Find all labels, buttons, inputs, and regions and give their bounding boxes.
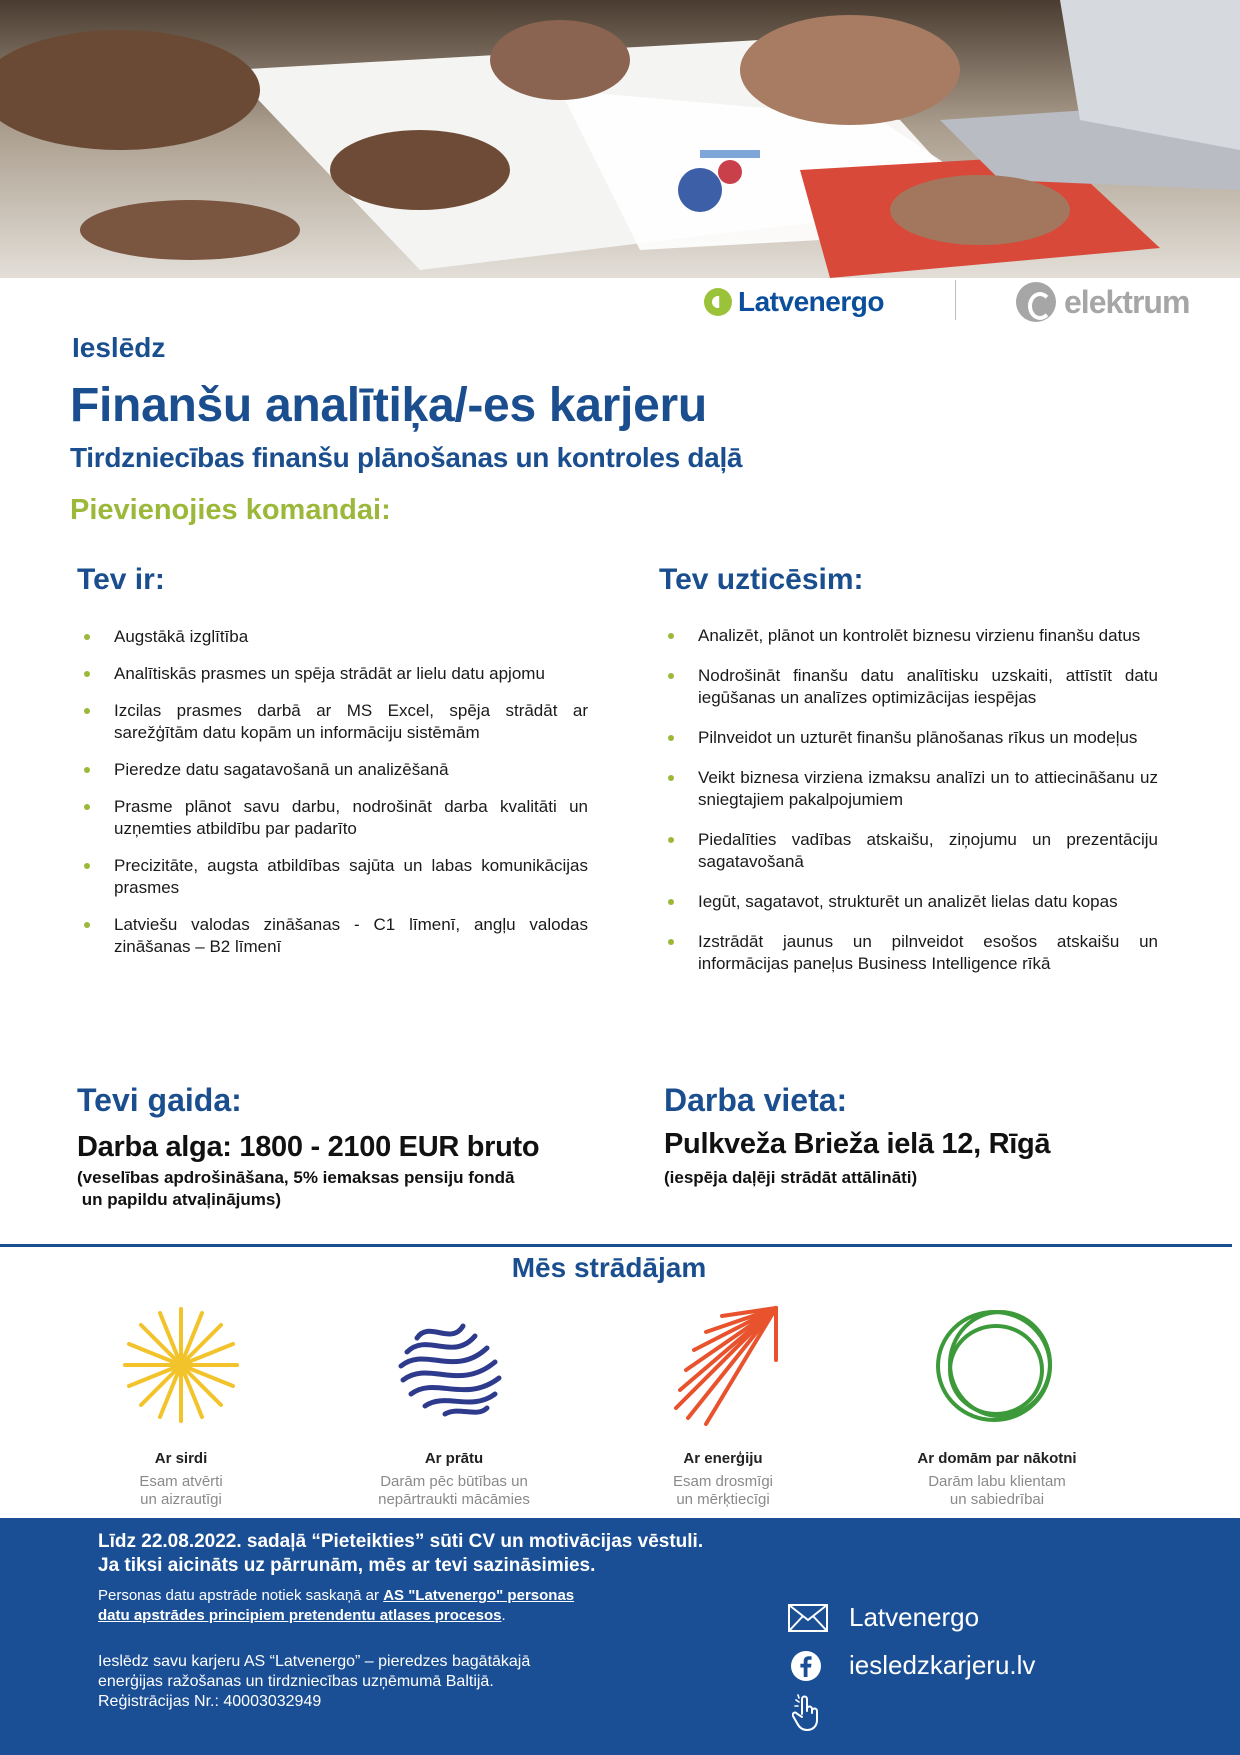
privacy-suffix: .: [501, 1607, 506, 1624]
elektrum-mark-icon: [1016, 282, 1056, 322]
privacy-policy-link[interactable]: AS "Latvenergo" personas: [383, 1587, 575, 1604]
facebook-link[interactable]: Latvenergo: [849, 1602, 980, 1632]
list-item: Latviešu valodas zināšanas - C1 līmenī, angļu valodas zināšanas – B2 līmenī: [76, 914, 588, 958]
footer: [0, 1518, 1240, 1755]
list-item: Piedalīties vadības atskaišu, ziņojumu un prezentāciju sagatavošanā: [660, 829, 1158, 873]
values-heading: Mēs strādājam: [511, 1252, 707, 1283]
list-item: Izstrādāt jaunus un pilnveidot esošos atskaišu un informācijas paneļus Business Intelligence rīkā: [660, 931, 1158, 975]
salary: Darba alga: 1800 - 2100 EUR bruto: [77, 1131, 540, 1163]
list-item: Pieredze datu sagatavošanā un analizēšanā: [76, 759, 588, 781]
about-line-1: Ieslēdz savu karjeru AS “Latvenergo” – pieredzes bagātākajā: [98, 1653, 531, 1670]
energy-burst-icon: [658, 1300, 788, 1430]
list-item: Augstākā izglītība: [76, 626, 588, 648]
requirements-list: [76, 626, 588, 958]
offer-note-line-1: (veselības apdrošināšana, 5% iemaksas pensiju fondā: [77, 1168, 515, 1187]
value-line: un mērķtiecīgi: [676, 1491, 770, 1508]
list-item: Iegūt, sagatavot, strukturēt un analizēt lielas datu kopas: [660, 891, 1158, 913]
work-address: Pulkveža Brieža ielā 12, Rīgā: [664, 1128, 1051, 1160]
page-subtitle: Tirdzniecības finanšu plānošanas un kontroles daļā: [70, 442, 743, 473]
waves-icon: [389, 1300, 519, 1430]
value-line: un sabiedrībai: [949, 1491, 1045, 1508]
value-heart: [61, 1300, 301, 1509]
list-item: Veikt biznesa virziena izmaksu analīzi un to attiecināšanu uz sniegtajiem pakalpojumiem: [660, 767, 1158, 811]
location-heading: Darba vieta:: [664, 1082, 848, 1118]
join-heading: Pievienojies komandai:: [70, 494, 391, 526]
value-line: un aizrautīgi: [140, 1491, 222, 1508]
value-future: [877, 1300, 1117, 1509]
responsibilities-heading: Tev uzticēsim:: [659, 563, 864, 596]
value-mind: [334, 1300, 574, 1509]
offer-heading: Tevi gaida:: [77, 1082, 242, 1118]
latvenergo-logo: [704, 282, 884, 322]
value-energy: [603, 1300, 843, 1509]
eyebrow: Ieslēdz: [72, 332, 166, 363]
location-note: (iespēja daļēji strādāt attālināti): [664, 1168, 918, 1187]
list-item: Izcilas prasmes darbā ar MS Excel, spēja strādāt ar sarežģītām datu kopām un informāciju sistēmām: [76, 700, 588, 744]
privacy-text: Personas datu apstrāde notiek saskaņā ar: [98, 1587, 384, 1604]
logo-bar: [0, 278, 1240, 326]
offer-note-line-2: un papildu atvaļinājums): [77, 1190, 282, 1209]
elektrum-wordmark: elektrum: [1064, 283, 1190, 320]
apply-line-2: Ja tiksi aicināts uz pārrunām, mēs ar tevi sazināsimies.: [98, 1555, 596, 1576]
value-title: Ar domām par nākotni: [917, 1450, 1077, 1467]
website-link[interactable]: iesledzkarjeru.lv: [849, 1650, 1036, 1680]
value-line: Darām pēc būtības un: [380, 1473, 528, 1490]
privacy-policy-link-cont[interactable]: datu apstrādes principiem pretendentu atlases procesos: [98, 1607, 502, 1624]
latvenergo-wordmark: Latvenergo: [738, 286, 884, 317]
responsibilities-list: [660, 625, 1158, 975]
elektrum-logo: [1016, 282, 1189, 322]
about-line-2: enerģijas ražošanas un tirdzniecības uzņēmumā Baltijā.: [98, 1673, 494, 1690]
list-item: Nodrošināt finanšu datu analītisku uzskaiti, attīstīt datu iegūšanas un analīzes optimizācijas iespējas: [660, 665, 1158, 709]
sun-rays-icon: [116, 1300, 246, 1430]
mail-icon[interactable]: [788, 1604, 828, 1632]
value-line: Esam atvērti: [139, 1473, 223, 1490]
section-divider: [0, 1244, 1232, 1247]
value-title: Ar enerģiju: [683, 1450, 763, 1467]
list-item: Pilnveidot un uzturēt finanšu plānošanas rīkus un modeļus: [660, 727, 1158, 749]
logo-divider: [955, 280, 956, 320]
page-title: Finanšu analītiķa/-es karjeru: [70, 379, 707, 432]
list-item: Analītiskās prasmes un spēja strādāt ar lielu datu apjomu: [76, 663, 588, 685]
latvenergo-mark-icon: [704, 288, 732, 316]
apply-line-1: Līdz 22.08.2022. sadaļā “Pieteikties” sūti CV un motivācijas vēstuli.: [98, 1531, 704, 1552]
list-item: Prasme plānot savu darbu, nodrošināt darba kvalitāti un uzņemties atbildību par padarīto: [76, 796, 588, 840]
requirements-heading: Tev ir:: [77, 563, 165, 596]
future-circles-icon: [932, 1300, 1062, 1430]
privacy-note: [98, 1586, 574, 1626]
value-title: Ar prātu: [424, 1450, 484, 1467]
value-line: Esam drosmīgi: [672, 1473, 774, 1490]
value-title: Ar sirdi: [154, 1450, 208, 1467]
list-item: Precizitāte, augsta atbildības sajūta un labas komunikācijas prasmes: [76, 855, 588, 899]
company-about: [98, 1652, 530, 1712]
pointer-hand-icon[interactable]: [792, 1694, 822, 1732]
registration-number: Reģistrācijas Nr.: 40003032949: [98, 1693, 322, 1710]
facebook-icon[interactable]: [790, 1650, 822, 1682]
list-item: Analizēt, plānot un kontrolēt biznesu virzienu finanšu datus: [660, 625, 1158, 647]
value-line: nepārtraukti mācāmies: [378, 1491, 530, 1508]
apply-instructions: [98, 1530, 703, 1578]
value-line: Darām labu klientam: [928, 1473, 1066, 1490]
hero-photo: [0, 0, 1240, 278]
